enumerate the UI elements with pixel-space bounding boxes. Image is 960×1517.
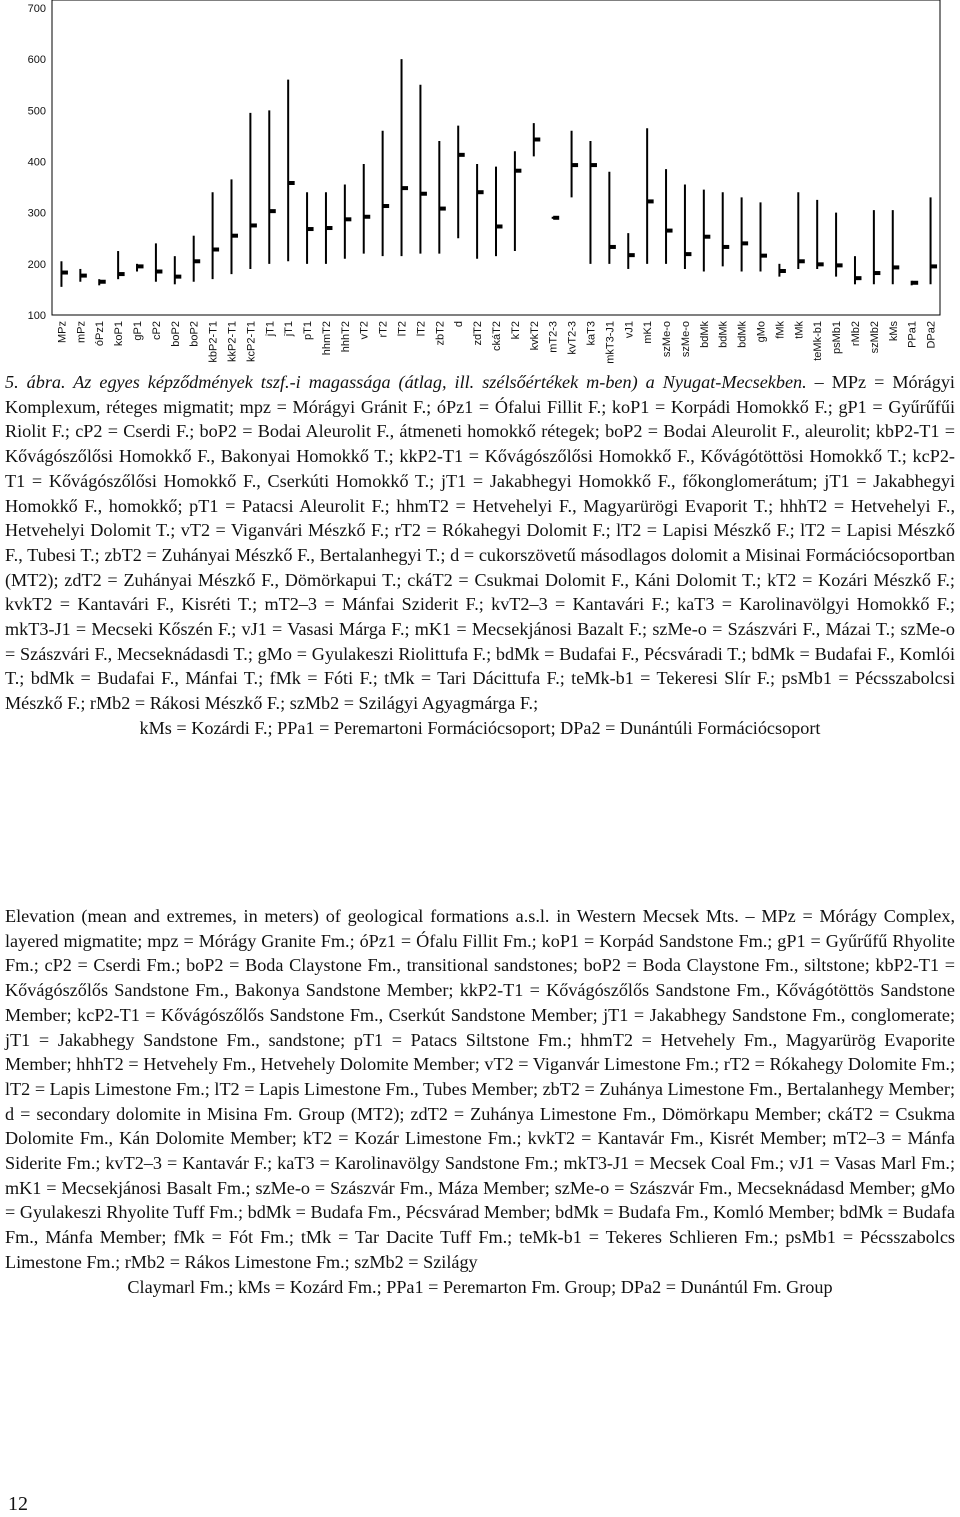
mean-mark [156, 270, 162, 274]
x-tick-label: óPz1 [94, 321, 107, 347]
x-tick-label: mK1 [642, 321, 655, 344]
range-marks [61, 59, 937, 287]
mean-mark [855, 276, 861, 280]
mean-mark [62, 271, 68, 275]
caption-hungarian [5, 370, 955, 741]
mean-mark [912, 281, 918, 285]
mean-mark [648, 199, 654, 203]
x-tick-label: MPz [56, 321, 69, 343]
x-tick-label: kaT3 [585, 321, 598, 346]
caption-english-body: Elevation (mean and extremes, in meters) of geological formations a.s.l. in Western Mecsek Mts. – MPz = Mórágy Complex, layered migmatite; mpz = Mórágy Granite Fm.; óPz1 = Ófalu Fillit Fm.; koP1 = Korpád Sandstone Fm.; gP1 = Gyűrűfű Rhyolite Fm.; cP2 = Cserdi Fm.; boP2 = Boda Claystone Fm., transitional sandstones; boP2 = Boda Claystone Fm., siltstone; kbP2-T1 = Kővágószőlős Sandstone Fm., Bakonya Sandstone Member; kkP2-T1 = Kővágószőlős Sandstone Fm., Kővágótöttös Sandstone Member; kcP2-T1 = Kővágószőlős Sandstone Fm., Cserkút Sandstone Member; jT1 = Jakabhegy Sandstone Fm., conglomerate; jT1 = Jakabhegy Sandstone Fm., sandstone; pT1 = Patacs Siltstone Fm.; hhmT2 = Hetvehely Fm., Magyarürög Evaporite Member; hhhT2 = Hetvehely Fm., Hetvehely Dolomite Member; vT2 = Viganvár Limestone Fm.; rT2 = Rókahegy Dolomite Fm.; lT2 = Lapis Limestone Fm.; lT2 = Lapis Limestone Fm., Tubes Member; zbT2 = Zuhánya Limestone Fm., Bertalanhegy Member; d = secondary dolomite in Misina Fm. Group (MT2); zdT2 = Zuhánya Limestone Fm., Dömörkapu Member; ckáT2 = Csukma Dolomite Fm., Kán Dolomite Member; kT2 = Kozár Limestone Fm.; kvkT2 = Kantavár Fm., Kisrét Member; mT2–3 = Mánfa Siderite Fm.; kvT2–3 = Kantavár F.; kaT3 = Karolinavölgy Sandstone Fm.; mkT3-J1 = Mecsek Coal Fm.; vJ1 = Vasas Marl Fm.; mK1 = Mecsekjánosi Basalt Fm.; szMe-o = Szászvár Fm., Máza Member; szMe-o = Szászvár Fm., Mecseknádasd Member; gMo = Gyulakeszi Rhyolite Tuff Fm.; bdMk = Budafa Fm., Pécsvárad Member; bdMk = Budafa Fm., Komló Member; bdMk = Budafa Fm., Mánfa Member; fMk = Fót Fm.; tMk = Tar Dacite Tuff Fm.; teMk-b1 = Tekeres Schlieren Fm.; psMb1 = Pécsszabolcs Limestone Fm.; rMb2 = Rákos Limestone Fm.; szMb2 = Szilágy [5, 906, 955, 1272]
x-tick-label: bdMk [717, 321, 730, 348]
x-tick-label: kkP2-T1 [226, 321, 239, 362]
x-tick-label: kvT2-3 [566, 321, 579, 355]
x-tick-label: kT2 [509, 321, 522, 340]
plot-frame [52, 0, 940, 315]
x-tick-label: gMo [755, 321, 768, 343]
x-tick-label: cP2 [150, 321, 163, 340]
x-tick-label: koP1 [113, 321, 126, 347]
caption-english [5, 904, 955, 1299]
x-tick-label: lT2 [396, 321, 409, 337]
mean-mark [742, 241, 748, 245]
mean-mark [931, 264, 937, 268]
x-tick-label: d [453, 321, 466, 328]
y-tick-label: 500 [27, 105, 46, 118]
x-tick-label: zdT2 [472, 321, 485, 346]
mean-mark [81, 274, 87, 278]
x-tick-label: kcP2-T1 [245, 321, 258, 362]
x-tick-label: rMb2 [849, 321, 862, 347]
caption-hungarian-last-line: kMs = Kozárdi F.; PPa1 = Peremartoni Formációcsoport; DPa2 = Dunántúli Formációcsoport [139, 717, 821, 738]
y-tick-label: 300 [27, 207, 46, 220]
mean-mark [591, 163, 597, 167]
mean-mark [232, 234, 238, 238]
mean-mark [515, 169, 521, 173]
x-tick-label: jT1 [283, 321, 296, 337]
y-axis-ticks [28, 3, 46, 322]
mean-mark [138, 264, 144, 268]
mean-mark [459, 153, 465, 157]
mean-mark [629, 253, 635, 257]
mean-mark [270, 209, 276, 213]
y-tick-label: 700 [27, 3, 46, 15]
x-tick-label: fMk [774, 321, 787, 339]
figure-caption-title: 5. ábra. Az egyes képződmények tszf.-i magassága (átlag, ill. szélsőértékek m-ben) a Nyugat-Mecsekben. [5, 372, 807, 392]
mean-mark [289, 181, 295, 185]
mean-mark [345, 217, 351, 221]
x-tick-label: kMs [887, 321, 900, 342]
mean-mark [478, 190, 484, 194]
mean-mark [610, 245, 616, 249]
mean-mark [893, 265, 899, 269]
x-tick-label: hhmT2 [320, 321, 333, 356]
x-axis-tick-labels [56, 321, 937, 364]
mean-mark [685, 252, 691, 256]
mean-mark [421, 192, 427, 196]
x-tick-label: bdMk [698, 321, 711, 348]
x-tick-label: mT2-3 [547, 321, 560, 353]
y-tick-label: 100 [27, 310, 46, 322]
x-tick-label: psMb1 [831, 321, 844, 355]
x-tick-label: jT1 [264, 321, 277, 337]
mean-mark [402, 186, 408, 190]
x-tick-label: szMe-o [661, 321, 674, 358]
page-number: 12 [8, 1493, 28, 1515]
x-tick-label: mPz [75, 321, 88, 343]
elevation-range-chart [0, 0, 960, 370]
mean-mark [100, 280, 106, 284]
mean-mark [553, 216, 559, 220]
x-tick-label: DPa2 [925, 321, 938, 349]
mean-mark [818, 262, 824, 266]
mean-mark [497, 224, 503, 228]
mean-mark [119, 272, 125, 276]
x-tick-label: boP2 [169, 321, 182, 347]
x-tick-label: pT1 [302, 321, 315, 340]
x-tick-label: kbP2-T1 [207, 321, 220, 363]
mean-mark [534, 137, 540, 141]
x-tick-label: zbT2 [434, 321, 447, 346]
mean-mark [213, 248, 219, 252]
mean-mark [667, 229, 673, 233]
mean-mark [704, 235, 710, 239]
mean-mark [364, 215, 370, 219]
x-tick-label: rT2 [377, 321, 390, 338]
mean-mark [383, 204, 389, 208]
x-tick-label: tMk [793, 321, 806, 339]
x-tick-label: mkT3-J1 [604, 321, 617, 364]
mean-mark [723, 245, 729, 249]
mean-mark [874, 271, 880, 275]
x-tick-label: teMk-b1 [812, 321, 825, 361]
x-tick-label: vT2 [358, 321, 371, 340]
x-tick-label: PPa1 [906, 321, 919, 348]
x-tick-label: bdMk [736, 321, 749, 348]
mean-mark [780, 269, 786, 273]
x-tick-label: szMe-o [679, 321, 692, 358]
mean-mark [837, 263, 843, 267]
mean-mark [572, 163, 578, 167]
x-tick-label: szMb2 [868, 321, 881, 354]
mean-mark [761, 254, 767, 258]
y-tick-label: 600 [27, 54, 46, 67]
caption-english-last-line: Claymarl Fm.; kMs = Kozárd Fm.; PPa1 = Peremarton Fm. Group; DPa2 = Dunántúl Fm. Group [127, 1276, 833, 1297]
x-tick-label: boP2 [188, 321, 201, 347]
mean-mark [175, 275, 181, 279]
mean-mark [799, 259, 805, 263]
mean-mark [440, 207, 446, 211]
mean-mark [326, 226, 332, 230]
x-tick-label: vJ1 [623, 321, 636, 339]
x-tick-label: ckáT2 [491, 321, 503, 351]
y-tick-label: 400 [27, 156, 46, 169]
x-tick-label: gP1 [132, 321, 145, 341]
caption-hungarian-body: – MPz = Mórágyi Komplexum, réteges migmatit; mpz = Mórágyi Gránit F.; óPz1 = Ófalui Fillit F.; koP1 = Korpádi Homokkő F.; gP1 = Gyűrűfűi Riolit F.; cP2 = Cserdi F.; boP2 = Bodai Aleurolit F., átmeneti homokkő rétegek; boP2 = Bodai Aleurolit F., aleurolit; kbP2-T1 = Kővágószőlősi Homokkő F., Bakonyai Homokkő T.; kkP2-T1 = Kővágószőlősi Homokkő F., Kővágótöttösi Homokkő T.; kcP2-T1 = Kővágószőlősi Homokkő F., Cserkúti Homokkő T.; jT1 = Jakabhegyi Homokkő F., főkonglomerátum; jT1 = Jakabhegyi Homokkő F., homokkő; pT1 = Patacsi Aleurolit F.; hhmT2 = Hetvehelyi F., Magyarürögi Evaporit T.; hhhT2 = Hetvehelyi F., Hetvehelyi Dolomit T.; vT2 = Viganvári Mészkő F.; rT2 = Rókahegyi Dolomit F.; lT2 = Lapisi Mészkő F.; lT2 = Lapisi Mészkő F., Tubesi T.; zbT2 = Zuhányai Mészkő F., Bertalanhegyi T.; d = cukorszövetű másodlagos dolomit a Misinai Formációcsoportban (MT2); zdT2 = Zuhányai Mészkő F., Dömörkapui T.; ckáT2 = Csukmai Dolomit F., Káni Dolomit T.; kT2 = Kozári Mészkő F.; kvkT2 = Kantavári F., Kisréti T.; mT2–3 = Mánfai Sziderit F.; kvT2–3 = Kantavári F.; kaT3 = Karolinavölgyi Homokkő F.; mkT3-J1 = Mecseki Kőszén F.; vJ1 = Vasasi Márga F.; mK1 = Mecsekjánosi Bazalt F.; szMe-o = Szászvári F., Mázai T.; szMe-o = Szászvári F., Mecseknádasdi T.; gMo = Gyulakeszi Riolittufa F.; bdMk = Budafai F., Pécsváradi T.; bdMk = Budafai F., Komlói T.; bdMk = Budafai F., Mánfai T.; fMk = Fóti F.; tMk = Tari Dácittufa F.; teMk-b1 = Tekeresi Slír F.; psMb1 = Pécsszabolcsi Mészkő F.; rMb2 = Rákosi Mészkő F.; szMb2 = Szilágyi Agyagmárga F.; [5, 372, 955, 714]
y-tick-label: 200 [27, 258, 46, 271]
x-tick-label: hhhT2 [339, 321, 352, 353]
mean-mark [251, 223, 257, 227]
x-tick-label: lT2 [415, 321, 428, 337]
x-tick-label: kvkT2 [528, 321, 541, 351]
mean-mark [194, 259, 200, 263]
mean-mark [308, 227, 314, 231]
